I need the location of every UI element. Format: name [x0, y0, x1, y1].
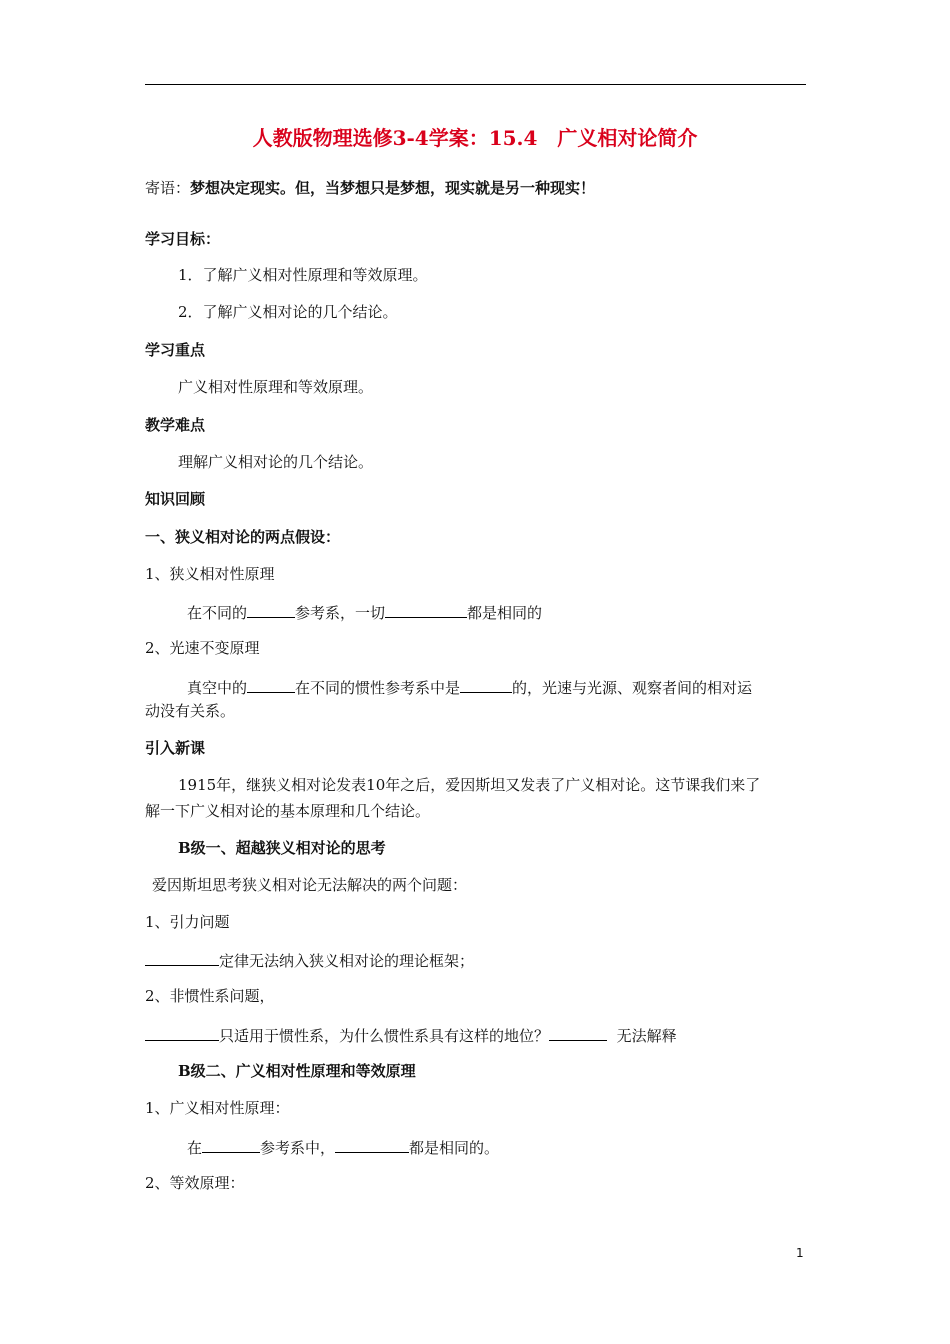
difficulty-heading: 教学难点	[145, 416, 206, 434]
answer-blank[interactable]	[335, 1136, 409, 1153]
answer-blank[interactable]	[145, 1024, 219, 1041]
review-p2-label: 2、光速不变原理	[145, 639, 260, 657]
answer-blank[interactable]	[202, 1136, 260, 1153]
goal-item: 1．了解广义相对性原理和等效原理。	[178, 266, 428, 284]
section1-q1-fill: 定律无法纳入狭义相对论的理论框架；	[145, 949, 474, 971]
intro-line1: 1915年，继狭义相对论发表10年之后，爱因斯坦又发表了广义相对论。这节课我们来了	[178, 776, 761, 794]
review-subheading: 一、狭义相对论的两点假设：	[145, 528, 341, 546]
key-point-heading: 学习重点	[145, 341, 206, 359]
key-point-text: 广义相对性原理和等效原理。	[178, 378, 374, 396]
review-heading: 知识回顾	[145, 490, 206, 508]
header-rule	[145, 84, 806, 85]
answer-blank[interactable]	[247, 601, 295, 618]
page-title: 人教版物理选修3-4学案：15.4 广义相对论简介	[252, 126, 698, 150]
goals-heading: 学习目标：	[145, 230, 221, 248]
section1-q2-label: 2、非惯性系问题，	[145, 987, 275, 1005]
section1-q2-fill: 只适用于惯性系，为什么惯性系具有这样的地位？ 无法解释	[145, 1024, 677, 1046]
review-p1-fill: 在不同的 参考系，一切 都是相同的	[187, 601, 542, 623]
section1-q1-label: 1、引力问题	[145, 913, 230, 931]
page-number: 1	[796, 1246, 804, 1260]
section1-lead: 爱因斯坦思考狭义相对论无法解决的两个问题：	[152, 876, 468, 894]
intro-line2: 解一下广义相对论的基本原理和几个结论。	[145, 802, 431, 820]
answer-blank[interactable]	[247, 676, 295, 693]
section2-p2-label: 2、等效原理：	[145, 1174, 245, 1192]
section2-heading: B级二、广义相对性原理和等效原理	[178, 1062, 416, 1080]
intro-heading: 引入新课	[145, 739, 206, 757]
section2-p1-fill: 在 参考系中， 都是相同的。	[187, 1136, 499, 1158]
goal-item: 2．了解广义相对论的几个结论。	[178, 303, 398, 321]
review-p1-label: 1、狭义相对性原理	[145, 565, 275, 583]
difficulty-text: 理解广义相对论的几个结论。	[178, 453, 374, 471]
answer-blank[interactable]	[460, 676, 512, 693]
answer-blank[interactable]	[145, 949, 219, 966]
motto-text: 梦想决定现实。但，当梦想只是梦想，现实就是另一种现实！	[190, 179, 596, 197]
motto-label: 寄语：	[145, 179, 191, 197]
motto	[145, 178, 595, 198]
answer-blank[interactable]	[385, 601, 467, 618]
review-p2-cont: 动没有关系。	[145, 702, 236, 720]
section1-heading: B级一、超越狭义相对论的思考	[178, 839, 386, 857]
answer-blank[interactable]	[549, 1024, 607, 1041]
section2-p1-label: 1、广义相对性原理：	[145, 1099, 290, 1117]
review-p2-fill: 真空中的 在不同的惯性参考系中是 的，光速与光源、观察者间的相对运	[187, 676, 752, 698]
